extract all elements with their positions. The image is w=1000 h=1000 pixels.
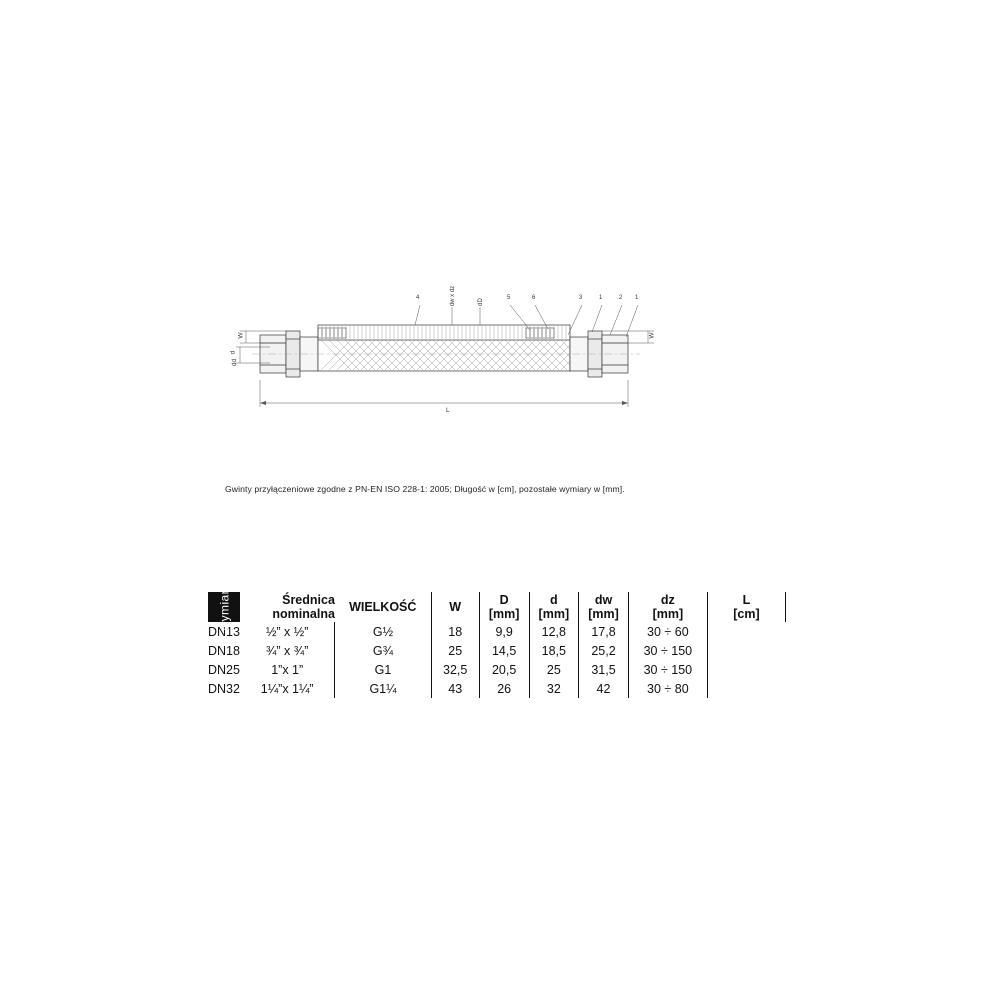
cell-D: 43 [431, 679, 479, 698]
cell-L: 30 ÷ 60 [628, 622, 707, 641]
header-dw [579, 592, 629, 622]
cell-dn: DN25 [208, 662, 240, 677]
header-dz-symbol: dz [660, 592, 675, 607]
table-row [208, 641, 786, 660]
cell-D: 32,5 [431, 660, 479, 679]
cell-dz: 42 [579, 679, 629, 698]
braided-hose [318, 339, 570, 371]
header-L-unit: [cm] [733, 607, 760, 621]
table-header-row [208, 592, 786, 622]
cell-dz: 25,2 [579, 641, 629, 660]
label-W-right: W [648, 332, 656, 339]
dimensions-table [208, 583, 786, 698]
cell-dn: DN13 [208, 624, 240, 639]
header-w: W [431, 592, 479, 622]
header-wielkosc: WIELKOŚĆ [349, 599, 417, 614]
label-d-left: d [229, 350, 237, 355]
header-d-unit: [mm] [538, 607, 570, 621]
header-srednica-line2: nominalna [272, 607, 335, 621]
table-sidebar-label [208, 583, 240, 631]
callout-2: 2 [619, 295, 623, 301]
label-dw-x-dz: dw x dz [450, 285, 456, 307]
cell-L: 30 ÷ 80 [628, 679, 707, 698]
standards-note: Gwinty przyłączeniowe zgodne z PN-EN ISO 228-1: 2005; Długość w [cm], pozostałe wymiary w [mm]. [225, 484, 625, 494]
header-dz-unit: [mm] [652, 607, 684, 621]
cell-D: 18 [431, 622, 479, 641]
table-row [208, 622, 786, 641]
dimensions-table-wrapper [208, 583, 786, 698]
cell-d: 14,5 [479, 641, 529, 660]
cell-L: 30 ÷ 150 [628, 660, 707, 679]
cell-L: 30 ÷ 150 [628, 641, 707, 660]
sidebar-text: wymiary [216, 583, 231, 631]
header-dz [628, 592, 707, 622]
header-dw-symbol: dw [594, 592, 613, 607]
callout-1-left: 1 [599, 295, 603, 301]
cell-size: 1¼”x 1¼” [260, 681, 314, 696]
dimension-L [260, 380, 628, 407]
header-dw-unit: [mm] [588, 607, 619, 621]
cell-dz: 31,5 [579, 660, 629, 679]
label-W-left: W [237, 332, 245, 339]
cell-dz: 17,8 [579, 622, 629, 641]
header-L [707, 592, 785, 622]
header-D [479, 592, 529, 622]
cell-size: ¾” x ¾” [266, 643, 309, 658]
cell-dw: 25 [529, 660, 579, 679]
cell-size: 1”x 1” [271, 662, 304, 677]
callout-1-right: 1 [635, 295, 639, 301]
cell-dw: 18,5 [529, 641, 579, 660]
technical-drawing [230, 285, 670, 435]
callout-3: 3 [579, 295, 583, 301]
cell-w: G1¼ [335, 679, 431, 698]
header-L-symbol: L [742, 592, 751, 607]
header-D-symbol: D [499, 592, 509, 607]
cell-w: G½ [335, 622, 431, 641]
cell-dw: 12,8 [529, 622, 579, 641]
cell-d: 9,9 [479, 622, 529, 641]
leader-4 [415, 305, 420, 325]
label-L: L [446, 407, 450, 414]
callout-4: 4 [416, 295, 420, 301]
label-dD: dD [478, 298, 484, 306]
cell-dn: DN32 [208, 681, 240, 696]
header-srednica-nominalna [240, 592, 335, 622]
cell-w: G¾ [335, 641, 431, 660]
table-row [208, 679, 786, 698]
header-srednica-line1: Średnica [282, 592, 335, 607]
callout-6: 6 [532, 295, 536, 301]
cell-D: 25 [431, 641, 479, 660]
leader-2 [610, 305, 622, 335]
table-row [208, 660, 786, 679]
label-dd-left: dd [231, 358, 239, 367]
leader-3 [568, 305, 582, 335]
cell-w: G1 [335, 660, 431, 679]
cell-dn: DN18 [208, 643, 240, 658]
cell-d: 26 [479, 679, 529, 698]
leader-1b [626, 305, 638, 337]
cell-size: ½” x ½” [266, 624, 309, 639]
leader-1a [592, 305, 602, 332]
header-d [529, 592, 579, 622]
header-D-unit: [mm] [488, 607, 520, 621]
callout-5: 5 [507, 295, 511, 301]
cell-dw: 32 [529, 679, 579, 698]
header-d-symbol: d [550, 592, 558, 607]
cell-d: 20,5 [479, 660, 529, 679]
